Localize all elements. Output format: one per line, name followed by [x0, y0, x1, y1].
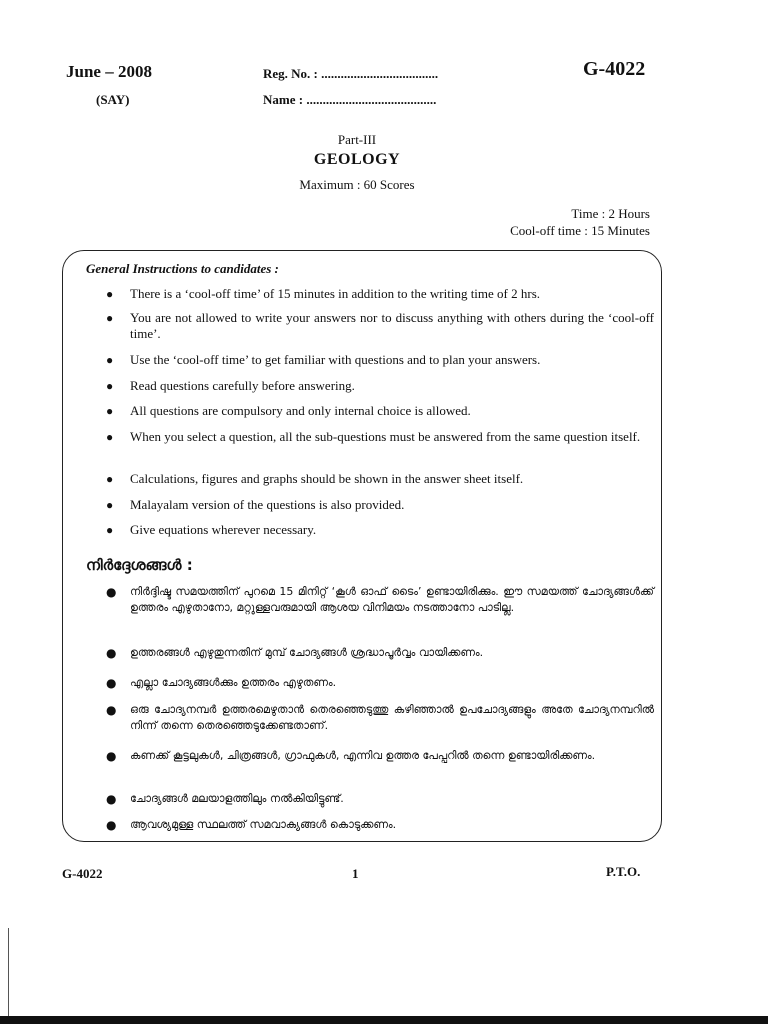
- bullet-icon: ●: [106, 379, 114, 393]
- reg-no-field: Reg. No. : ....................................: [263, 66, 439, 81]
- instruction-text: Use the ‘cool-off time’ to get familiar with questions and to plan your answers.: [130, 352, 541, 367]
- subject-title: GEOLOGY: [313, 151, 401, 168]
- instruction-text: When you select a question, all the sub-questions must be answered from the same question itself.: [130, 429, 641, 444]
- paper-code: G-4022: [583, 58, 646, 80]
- malayalam-item: [106, 817, 654, 833]
- part-label: Part-III: [337, 132, 377, 147]
- instruction-item: [106, 522, 654, 538]
- malayalam-text: കണക്ക് കൂട്ടലുകൾ, ചിത്രങ്ങൾ, ഗ്രാഫുകൾ, എന്നിവ ഉത്തര പേപ്പറിൽ തന്നെ ഉണ്ടായിരിക്കണം.: [130, 749, 596, 762]
- malayalam-text: എല്ലാ ചോദ്യങ്ങൾക്കും ഉത്തരം എഴുതണം.: [130, 676, 337, 689]
- bullet-icon: ●: [106, 792, 117, 806]
- name-field: Name : ........................................: [263, 92, 437, 107]
- bullet-icon: ●: [106, 498, 114, 512]
- malayalam-text: നിർദ്ദിഷ്ട സമയത്തിന് പുറമെ 15 മിനിറ്റ് ‘കൂൾ ഓഫ് ടൈം’ ഉണ്ടായിരിക്കും. ഈ സമയത്ത് ചോദ്യങ്ങൾക്ക് ഉത്തരം എഴുതാനോ, മറ്റുള്ളവരുമായി ആശയ വിനിമയം നടത്താനോ പാടില്ല.: [130, 585, 654, 614]
- instruction-item: [106, 310, 654, 342]
- max-score: Maximum : 60 Scores: [299, 177, 415, 192]
- bullet-icon: ●: [106, 749, 117, 763]
- exam-date: June – 2008: [66, 62, 152, 81]
- malayalam-text: ആവശ്യമുള്ള സ്ഥലത്ത് സമവാക്യങ്ങൾ കൊടുക്കണം.: [130, 818, 397, 831]
- time-allowed: Time : 2 Hours: [571, 206, 650, 221]
- instruction-item: [106, 403, 654, 419]
- bullet-icon: ●: [106, 287, 114, 301]
- malayalam-item: [106, 675, 654, 691]
- bullet-icon: ●: [106, 523, 114, 537]
- bullet-icon: ●: [106, 646, 117, 660]
- instruction-text: Malayalam version of the questions is also provided.: [130, 497, 405, 512]
- instruction-item: [106, 378, 654, 394]
- instruction-item: [106, 471, 654, 487]
- bullet-icon: ●: [106, 676, 117, 690]
- bullet-icon: ●: [106, 430, 114, 444]
- bullet-icon: ●: [106, 472, 114, 486]
- instruction-item: [106, 286, 654, 302]
- instruction-text: Calculations, figures and graphs should be shown in the answer sheet itself.: [130, 471, 524, 486]
- instruction-text: All questions are compulsory and only internal choice is allowed.: [130, 403, 471, 418]
- bullet-icon: ●: [106, 404, 114, 418]
- cool-off-time: Cool-off time : 15 Minutes: [510, 223, 650, 238]
- malayalam-item: [106, 584, 654, 616]
- instruction-text: There is a ‘cool-off time’ of 15 minutes in addition to the writing time of 2 hrs.: [130, 286, 541, 301]
- instruction-item: [106, 352, 654, 368]
- instruction-text: Read questions carefully before answering.: [130, 378, 355, 393]
- instruction-text: Give equations wherever necessary.: [130, 522, 317, 537]
- scan-bottom-edge: [0, 1016, 768, 1024]
- malayalam-text: ഒരു ചോദ്യനമ്പർ ഉത്തരമെഴുതാൻ തെരഞ്ഞെടുത്തു കഴിഞ്ഞാൽ ഉപചോദ്യങ്ങളും അതേ ചോദ്യനമ്പറിൽ നിന്ന് തന്നെ തെരഞ്ഞെടുക്കേണ്ടതാണ്.: [130, 703, 654, 732]
- bullet-icon: ●: [106, 585, 117, 599]
- bullet-icon: ●: [106, 311, 114, 325]
- malayalam-instructions-title: നിർദ്ദേശങ്ങൾ :: [86, 556, 193, 574]
- malayalam-item: [106, 791, 654, 807]
- bullet-icon: ●: [106, 353, 114, 367]
- bullet-icon: ●: [106, 703, 117, 717]
- instruction-item: [106, 429, 654, 445]
- malayalam-item: [106, 748, 654, 764]
- page-number: 1: [352, 866, 359, 881]
- malayalam-text: ചോദ്യങ്ങൾ മലയാളത്തിലും നൽകിയിട്ടുണ്ട്.: [130, 792, 344, 805]
- malayalam-text: ഉത്തരങ്ങൾ എഴുതുന്നതിന് മുമ്പ് ചോദ്യങ്ങൾ ശ്രദ്ധാപൂർവ്വം വായിക്കണം.: [130, 646, 484, 659]
- instructions-title: General Instructions to candidates :: [86, 261, 279, 276]
- exam-session: (SAY): [96, 92, 130, 107]
- scan-edge-line: [8, 928, 9, 1018]
- malayalam-item: [106, 645, 654, 661]
- bullet-icon: ●: [106, 818, 117, 832]
- instruction-item: [106, 497, 654, 513]
- instruction-text: You are not allowed to write your answers nor to discuss anything with others during the ‘cool-off time’.: [130, 310, 654, 341]
- malayalam-item: [106, 702, 654, 734]
- footer-paper-code: G-4022: [62, 866, 103, 881]
- pto-label: P.T.O.: [606, 864, 641, 879]
